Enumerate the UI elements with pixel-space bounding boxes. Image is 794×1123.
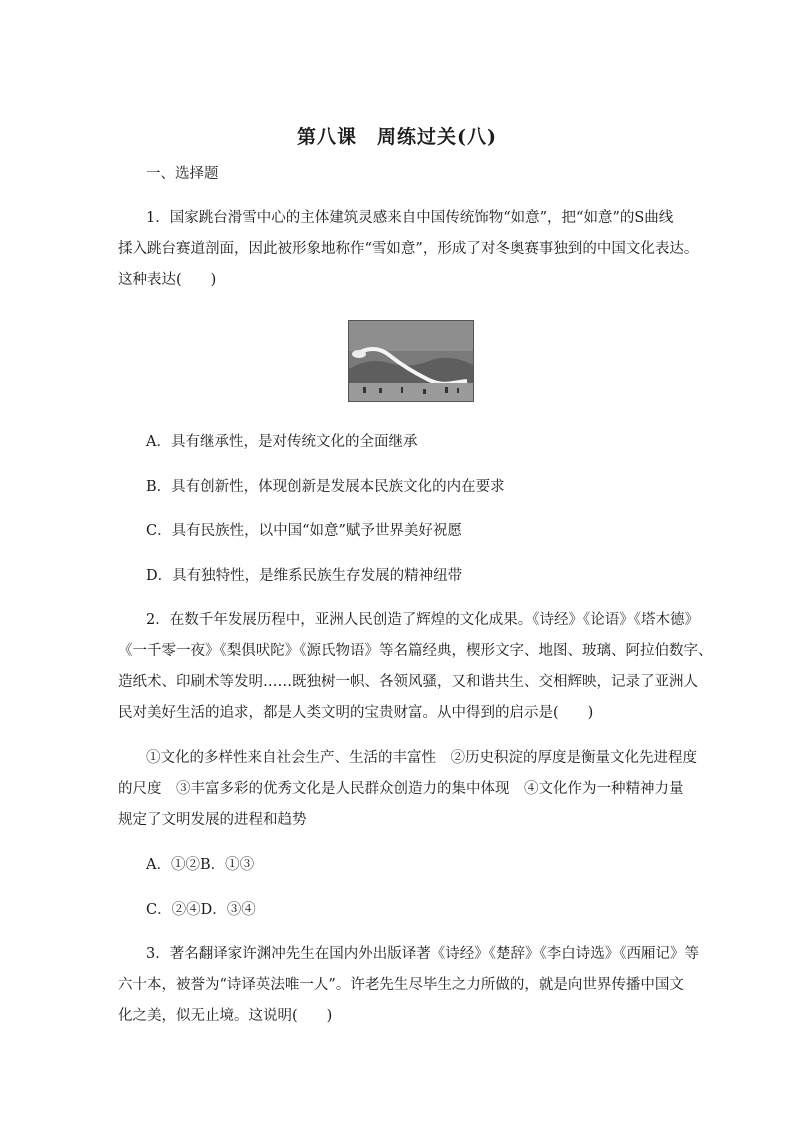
q1-option-c: C．具有民族性，以中国“如意”赋予世界美好祝愿: [146, 523, 462, 539]
section-heading: 一、选择题: [146, 166, 219, 182]
page-title: 第八课 周练过关(八): [297, 126, 497, 148]
q3-stem-line-1: 3．著名翻译家许渊冲先生在国内外出版译著《诗经》《楚辞》《李白诗选》《西厢记》等: [146, 946, 699, 962]
q2-statements-line-2: 的尺度 ③丰富多彩的优秀文化是人民群众创造力的集中体现 ④文化作为一种精神力量: [118, 781, 684, 797]
q2-stem-line-4: 民对美好生活的追求，都是人类文明的宝贵财富。从中得到的启示是( ): [118, 705, 594, 721]
q1-stem-line-1: 1．国家跳台滑雪中心的主体建筑灵感来自中国传统饰物“如意”，把“如意”的S曲线: [146, 210, 674, 226]
q2-options-line-1: A．①②B．①③: [146, 857, 255, 873]
q2-stem-line-3: 造纸术、印刷术等发明……既独树一帜、各领风骚，又和谐共生、交相辉映，记录了亚洲人: [118, 674, 698, 690]
q1-stem-line-2: 揉入跳台赛道剖面，因此被形象地称作“雪如意”，形成了对冬奥赛事独到的中国文化表达。: [118, 241, 699, 257]
q2-statements-line-1: ①文化的多样性来自社会生产、生活的丰富性 ②历史积淀的厚度是衡量文化先进程度: [146, 750, 697, 766]
q3-stem-line-3: 化之美，似无止境。这说明( ): [118, 1008, 333, 1024]
ski-jump-photo-graphic: [349, 321, 473, 401]
q2-stem-line-2: 《一千零一夜》《梨俱吠陀》《源氏物语》等名篇经典，楔形文字、地图、玻璃、阿拉伯数字、: [118, 643, 713, 659]
q1-option-a: A．具有继承性，是对传统文化的全面继承: [146, 434, 418, 450]
q1-option-b: B．具有创新性，体现创新是发展本民族文化的内在要求: [146, 479, 505, 495]
q3-stem-line-2: 六十本，被誉为“诗译英法唯一人”。许老先生尽毕生之力所做的，就是向世界传播中国文: [118, 977, 684, 993]
q2-stem-line-1: 2．在数千年发展历程中，亚洲人民创造了辉煌的文化成果。《诗经》《论语》《塔木德》: [146, 612, 699, 628]
q2-options-line-2: C．②④D．③④: [146, 902, 256, 918]
ski-jump-photo: [348, 320, 474, 402]
q1-stem-line-3: 这种表达( ): [118, 272, 217, 288]
q1-option-d: D．具有独特性，是维系民族生存发展的精神纽带: [146, 568, 463, 584]
q2-statements-line-3: 规定了文明发展的进程和趋势: [118, 812, 307, 828]
